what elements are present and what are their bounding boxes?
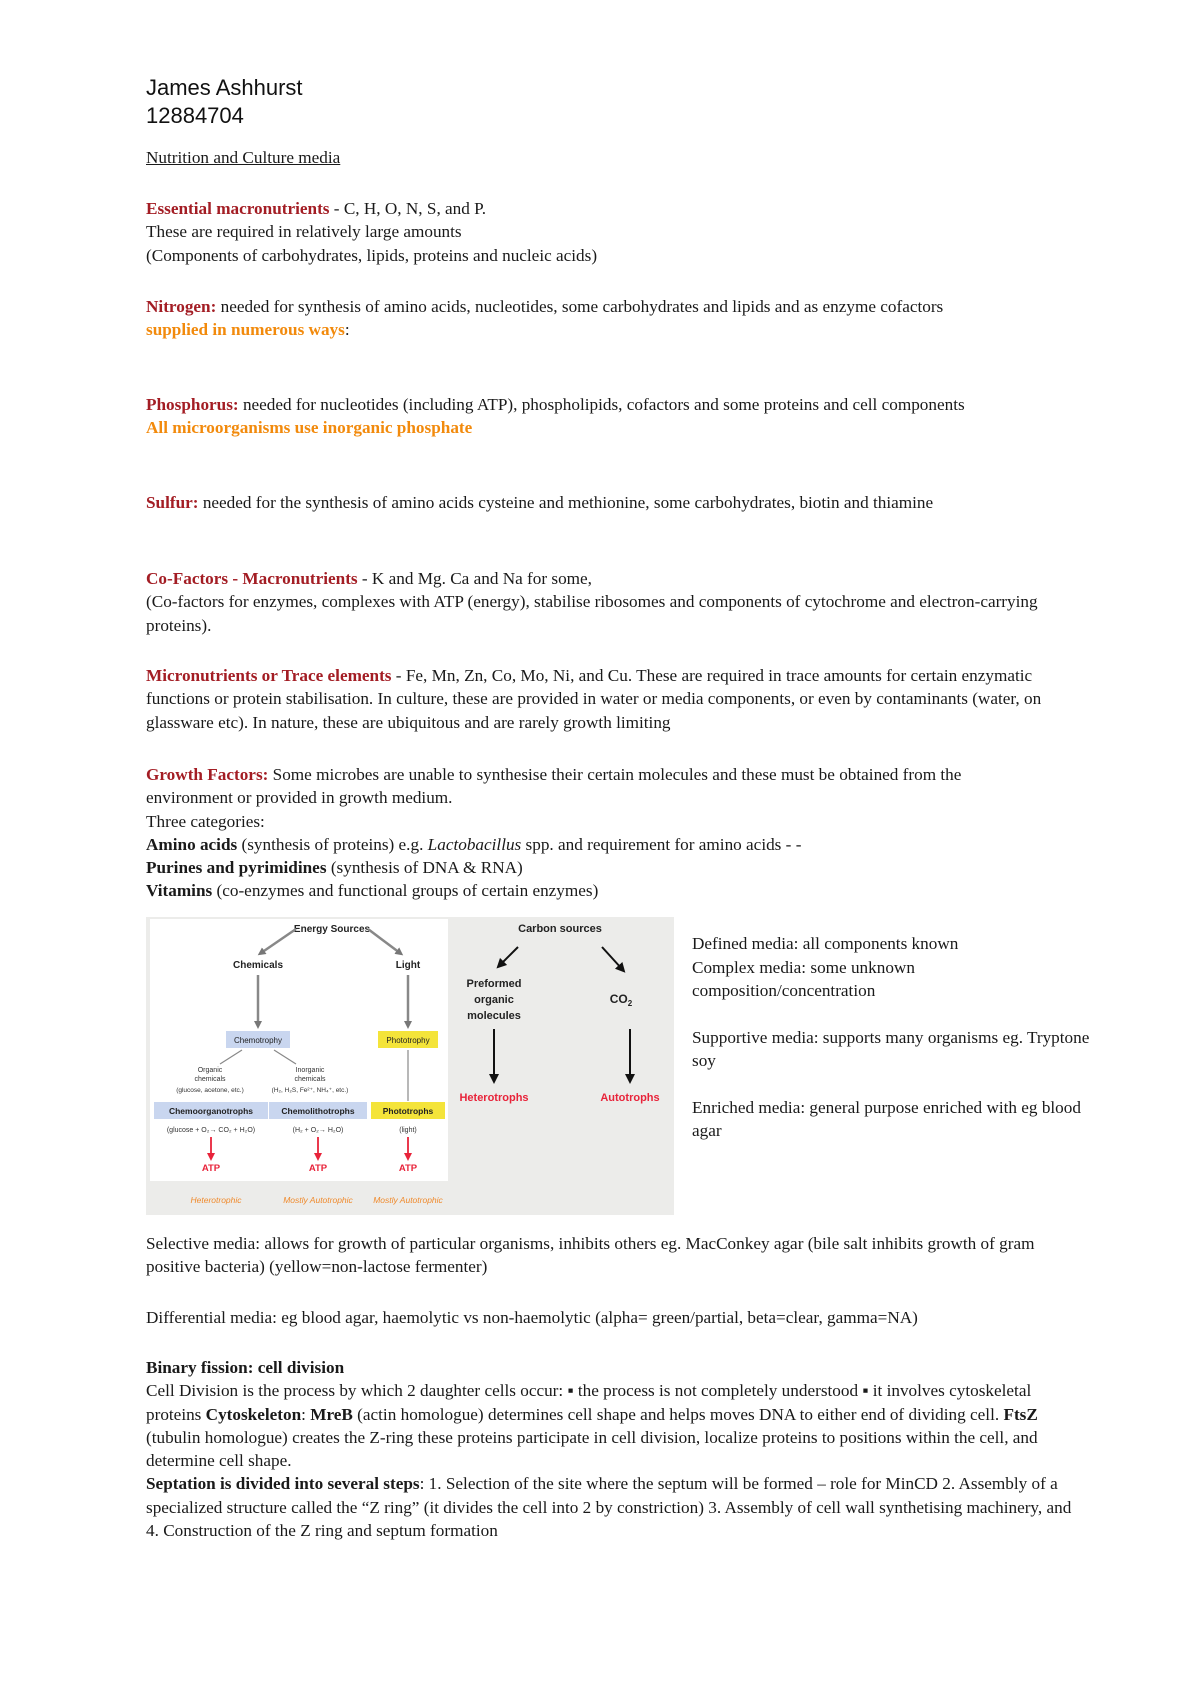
heterotrophs-label: Heterotrophs: [459, 1092, 529, 1104]
septation-label: Septation is divided into several steps: [146, 1474, 420, 1494]
mostly-autotrophic-label-1: Mostly Autotrophic: [283, 1195, 353, 1205]
light-label: Light: [395, 960, 421, 971]
figure-svg: [146, 917, 674, 1215]
cofactors-text: - K and Mg. Ca and Na for some,: [357, 569, 592, 588]
co2-label: [610, 992, 633, 1008]
macronutrients-text: - C, H, O, N, S, and P.: [329, 199, 487, 218]
eq-chemolithotrophs: (H₂ + O₂→ H₂O): [292, 1127, 344, 1134]
autotrophs-label: Autotrophs: [600, 1092, 660, 1104]
phototrophs-label: Phototrophs: [382, 1106, 434, 1116]
mostly-autotrophic-label-2: Mostly Autotrophic: [373, 1195, 443, 1205]
document-title: [146, 146, 1076, 169]
arrow-to-co2: [602, 947, 622, 969]
nitrogen-label: Nitrogen:: [146, 297, 217, 316]
binary-heading: Binary fission: cell division: [146, 1358, 345, 1377]
growth-category-amino: [146, 833, 1046, 856]
nitrogen-text: needed for synthesis of amino acids, nucleotides, some carbohydrates and lipids and as enzyme cofactors: [216, 297, 944, 316]
eq-phototrophs: (light): [399, 1127, 417, 1134]
phosphorus-note: All microorganisms use inorganic phosphate: [146, 418, 473, 438]
nitrogen-note: supplied in numerous ways: [146, 320, 345, 340]
student-id: 12884704: [146, 103, 244, 128]
defined-media: Defined media: all components known: [692, 934, 959, 953]
inorganic-line2: chemicals: [294, 1076, 326, 1083]
section-sulfur: [146, 491, 1046, 514]
energy-sources-title: Energy Sources: [293, 924, 371, 935]
growth-category-vitamins: [146, 879, 1046, 902]
cat1-genus: Lactobacillus: [427, 834, 522, 854]
section-macronutrients: [146, 197, 1076, 267]
binary-paragraph2: [146, 1472, 1076, 1542]
section-growth-factors: [146, 763, 1046, 903]
binary-cytoskeleton: Cytoskeleton: [205, 1404, 302, 1424]
cat1-b: spp. and requirement for amino acids - -: [521, 834, 802, 854]
author-name: James Ashhurst: [146, 75, 303, 100]
growth-categories-intro: Three categories:: [146, 811, 265, 831]
macronutrients-line2: These are required in relatively large amounts: [146, 222, 462, 242]
chemolithotrophs-label: Chemolithotrophs: [281, 1106, 355, 1116]
preformed-line3: molecules: [467, 1010, 521, 1022]
carbon-sources-title: Carbon sources: [518, 923, 602, 935]
section-nitrogen: [146, 295, 1046, 342]
eq-chemoorganotrophs: (glucose + O₂→ CO₂ + H₂O): [166, 1127, 256, 1134]
cat1-label: Amino acids: [146, 834, 238, 854]
differential-media-text: Differential media: eg blood agar, haemolytic vs non-haemolytic (alpha= green/partial, beta=clear, gamma=NA): [146, 1308, 918, 1327]
binary-paragraph1: [146, 1379, 1076, 1472]
binary-colon: :: [301, 1404, 311, 1424]
organic-line3: (glucose, acetone, etc.): [176, 1087, 244, 1094]
selective-media: [146, 1232, 1051, 1279]
cat1-a: (synthesis of proteins) e.g.: [237, 834, 428, 854]
binary-ftsz: FtsZ: [1003, 1404, 1038, 1424]
macronutrients-label: Essential macronutrients: [146, 199, 330, 218]
macronutrients-line3: (Components of carbohydrates, lipids, proteins and nucleic acids): [146, 245, 598, 265]
micronutrients-label: Micronutrients or Trace elements: [146, 666, 392, 685]
binary-p1a: Cell Division is the process by which 2 daughter cells occur: ▪ the process is not completely understood ▪ it involves cytoskeletal proteins: [146, 1381, 1032, 1424]
micronutrients-text: - Fe, Mn, Zn, Co, Mo, Ni, and Cu. These are required in trace amounts for certain enzymatic functions or protein stabilisation. In culture, these are provided in water or media components, or even by contaminants (water, on glassware etc). In nature, these are ubiquitous and are rarely growth limiting: [146, 666, 1042, 732]
growth-factors-text: Some microbes are unable to synthesise their certain molecules and these must be obtained from the environment or provided in growth medium.: [146, 765, 962, 808]
cat2-label: Purines and pyrimidines: [146, 858, 327, 878]
chemotrophy-label: Chemotrophy: [233, 1036, 283, 1045]
supportive-media: Supportive media: supports many organisms eg. Tryptone soy: [692, 1027, 1090, 1070]
preformed-line1: Preformed: [466, 978, 522, 990]
section-cofactors: [146, 567, 1076, 637]
sulfur-text: needed for the synthesis of amino acids cysteine and methionine, some carbohydrates, biotin and thiamine: [198, 493, 934, 512]
cat3-label: Vitamins: [146, 881, 213, 901]
enriched-media: Enriched media: general purpose enriched with eg blood agar: [692, 1097, 1081, 1140]
phosphorus-text: needed for nucleotides (including ATP), phospholipids, cofactors and some proteins and cell components: [238, 395, 965, 414]
cofactors-line2: (Co-factors for enzymes, complexes with ATP (energy), stabilise ribosomes and components of cytochrome and electron-carrying proteins).: [146, 592, 1038, 635]
energy-panel: [150, 919, 448, 1181]
preformed-line2: organic: [474, 994, 514, 1006]
atp-label-3: ATP: [398, 1163, 418, 1174]
cat2-text: (synthesis of DNA & RNA): [326, 858, 523, 878]
side-notes: [692, 932, 1092, 1143]
differential-media: [146, 1306, 1086, 1329]
complex-media: Complex media: some unknown composition/concentration: [692, 957, 915, 1000]
inorganic-line3: (H₂, H₂S, Fe²⁺, NH₄⁺, etc.): [271, 1087, 349, 1094]
chemoorganotrophs-label: Chemoorganotrophs: [168, 1106, 254, 1116]
co2-subscript: 2: [627, 999, 633, 1008]
organic-line2: chemicals: [194, 1076, 226, 1083]
title-text: Nutrition and Culture media: [146, 148, 341, 167]
arrow-to-preformed: [500, 947, 518, 965]
heterotrophic-label: Heterotrophic: [190, 1195, 242, 1205]
section-phosphorus: [146, 393, 1046, 440]
binary-mreb: MreB: [310, 1404, 353, 1424]
binary-p1b: (actin homologue) determines cell shape and helps moves DNA to either end of dividing cell.: [352, 1404, 1004, 1424]
binary-p1c: (tubulin homologue) creates the Z-ring these proteins participate in cell division, localize proteins to positions within the cell, and determine cell shape.: [146, 1427, 1038, 1471]
growth-category-purines: [146, 856, 1046, 879]
co2-base: CO: [609, 992, 628, 1006]
section-binary-fission: [146, 1356, 1076, 1542]
growth-factors-label: Growth Factors:: [146, 765, 269, 784]
cofactors-label: Co-Factors - Macronutrients: [146, 569, 358, 588]
selective-media-text: Selective media: allows for growth of particular organisms, inhibits others eg. MacConkey agar (bile salt inhibits growth of gram positive bacteria) (yellow=non-lactose fermenter): [146, 1234, 1035, 1277]
inorganic-line1: Inorganic: [295, 1067, 325, 1074]
nutrition-figure: [146, 917, 674, 1215]
phosphorus-label: Phosphorus:: [146, 395, 239, 414]
chemicals-label: Chemicals: [232, 960, 284, 971]
organic-line1: Organic: [197, 1067, 223, 1074]
section-micronutrients: [146, 664, 1081, 734]
septation-text: : 1. Selection of the site where the septum will be formed – role for MinCD 2. Assembly of a specialized structure called the “Z ring” (it divides the cell into 2 by constriction) 3. Assembly of cell wall synthetising machinery, and 4. Construction of the Z ring and septum formation: [146, 1474, 1072, 1541]
atp-label-1: ATP: [201, 1163, 221, 1174]
phototrophy-label: Phototrophy: [386, 1036, 430, 1045]
cat3-text: (co-enzymes and functional groups of certain enzymes): [212, 881, 599, 901]
sulfur-label: Sulfur:: [146, 493, 199, 512]
atp-label-2: ATP: [308, 1163, 328, 1174]
nitrogen-note-tail: :: [344, 320, 350, 340]
